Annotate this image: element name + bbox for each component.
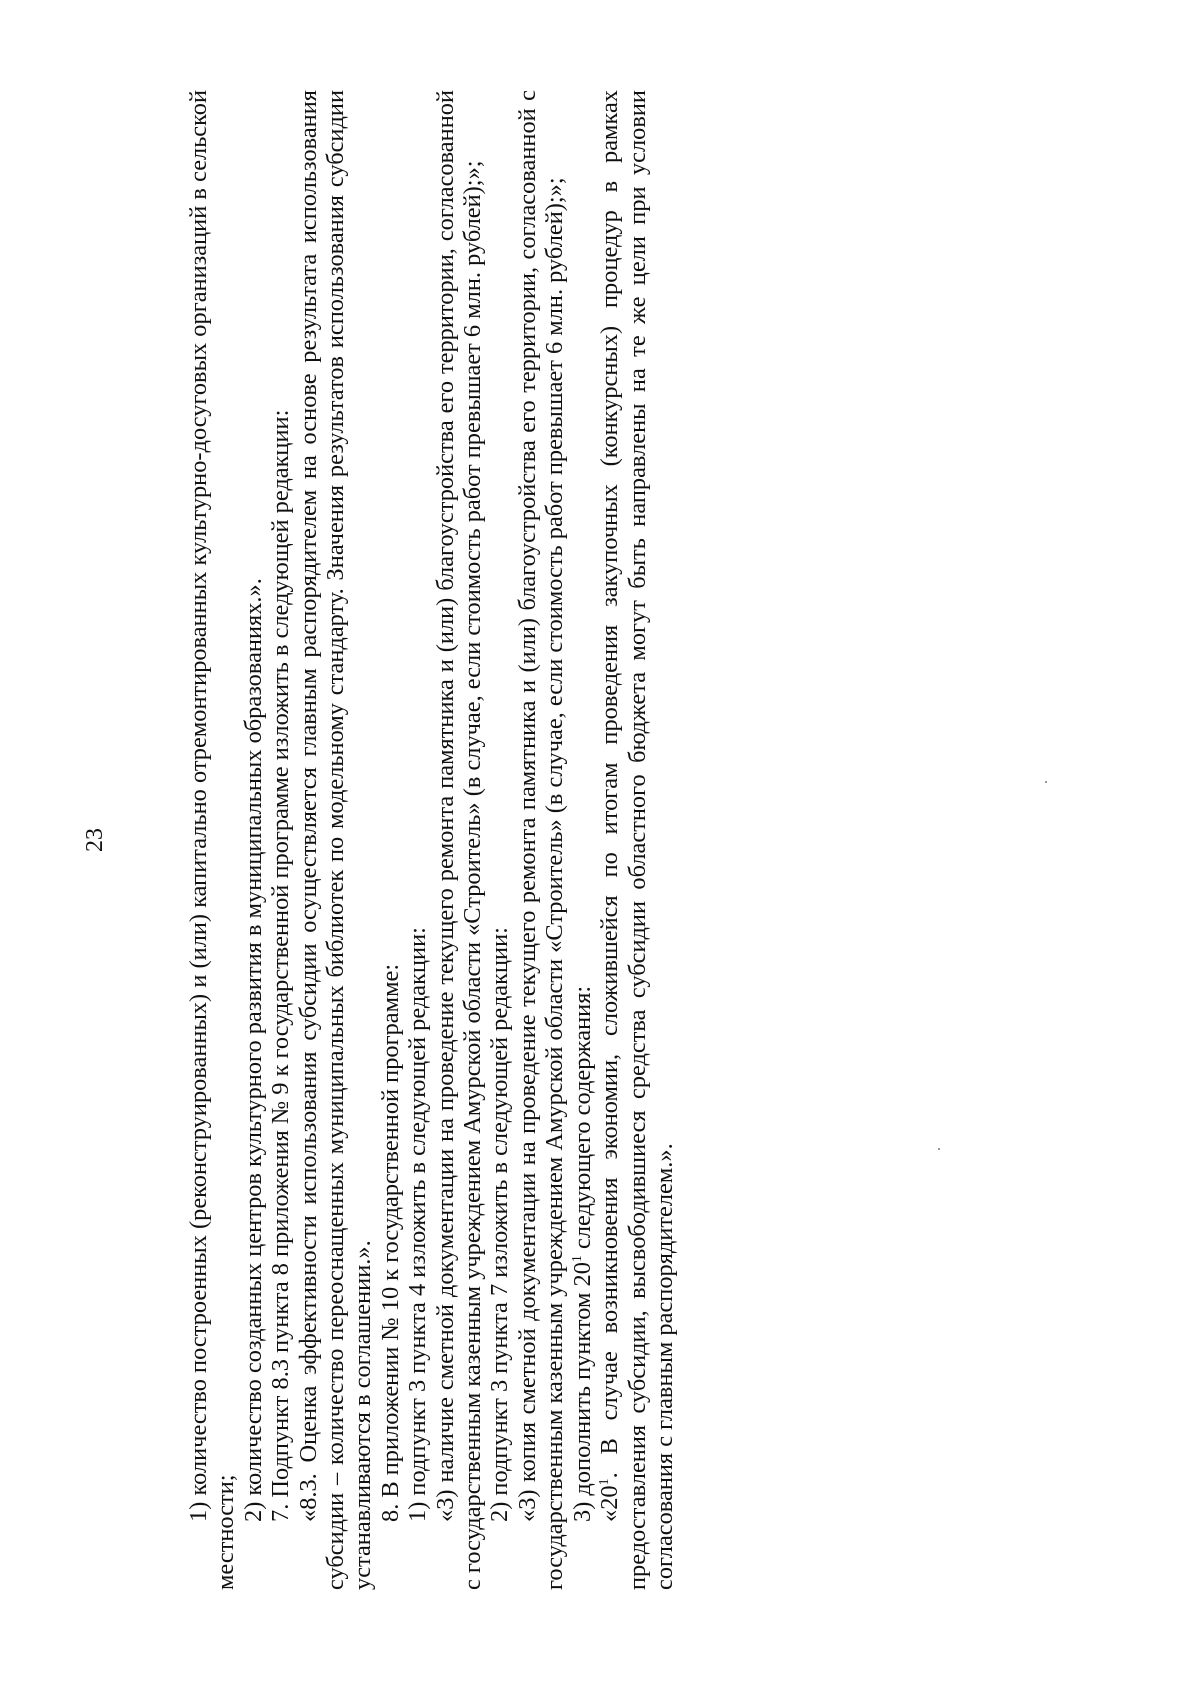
paragraph-p10-after: следующего содержания: [568,985,596,1256]
paragraph-p9: «3) копия сметной документации на проведение текущего ремонта памятника и (или) благоустройства его территории, согласованной с государственным казенным учреждением Амурской области «Строитель» (в случае, если стоимость работ превышает 6 млн. рублей);»; [513,90,569,1590]
document-body [185,90,885,1590]
page-number-text: 23 [82,828,108,852]
paragraph-p11-sup: 1 [597,1478,613,1486]
paragraph-p10 [569,90,596,1590]
paragraph-p8: 2) подпункт 3 пункта 7 изложить в следующей редакции: [486,927,514,1522]
paragraph-p3: 7. Подпункт 8.3 пункта 8 приложения № 9 к государственной программе изложить в следующей редакции: [267,409,295,1522]
paragraph-p11-after: . В случае возникновения экономии, сложившейся по итогам проведения закупочных (конкурсных) процедур в рамках предоставления субсидии, высвободившиеся средства субсидии областного бюджета могут быть направлены на те же цели при условии согласования с главным распорядителем.». [596,90,678,1590]
paragraph-p7: «3) наличие сметной документации на проведение текущего ремонта памятника и (или) благоустройства его территории, согласованной с государственным казенным учреждением Амурской области «Строитель» (в случае, если стоимость работ превышает 6 млн. рублей);»; [431,90,487,1590]
paragraph-p11 [596,90,678,1590]
paragraph-p10-sup: 1 [569,1255,585,1263]
paragraph-p5: 8. В приложении № 10 к государственной программе: [376,963,404,1522]
paragraph-p4: «8.3. Оценка эффективности использования субсидии осуществляется главным распорядителем на основе результата использования субсидии – количество переоснащенных муниципальных библиотек по модельному стандарту. Значения результатов использования субсидии устанавливаются в соглашении.». [294,90,377,1590]
page-number [75,90,115,1590]
scan-speck [1045,781,1047,783]
paragraph-p11-before: «20 [596,1485,624,1522]
scan-speck [938,1148,940,1150]
paragraph-p10-before: 3) дополнить пунктом 20 [568,1262,596,1522]
paragraph-p6: 1) подпункт 3 пункта 4 изложить в следующей редакции: [404,927,432,1522]
paragraph-p2: 2) количество созданных центров культурного развития в муниципальных образованиях.». [239,578,267,1522]
paragraph-p1: 1) количество построенных (реконструированных) и (или) капитально отремонтированных культурно-досуговых организаций в сельской местности; [185,90,240,1590]
